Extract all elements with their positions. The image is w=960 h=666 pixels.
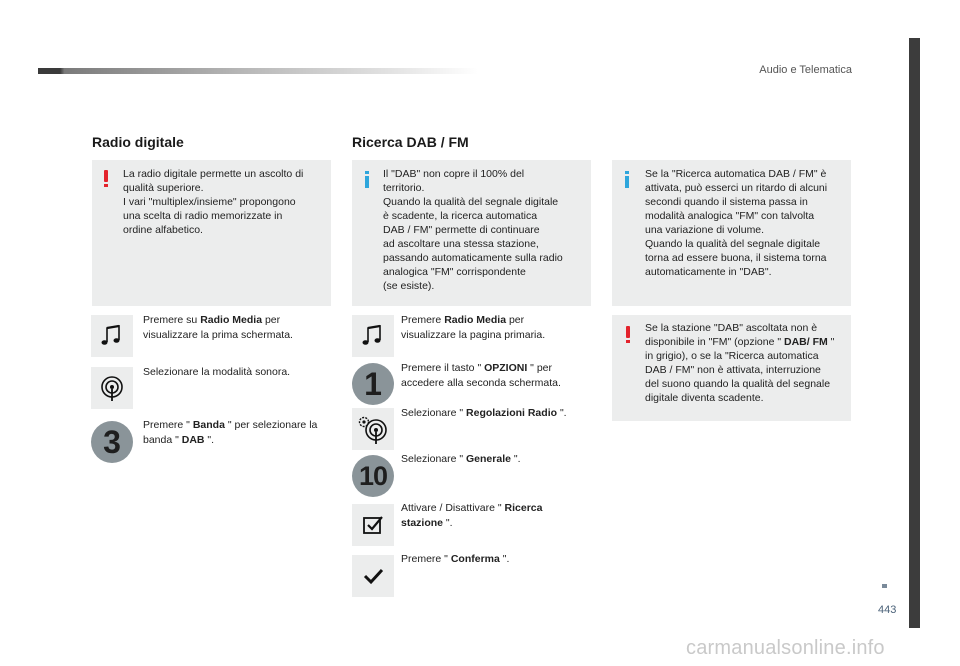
warning-note-radio-digitale [92,160,331,306]
step-number-circle: 1 [352,363,394,405]
radio-settings-icon [352,408,394,450]
step-number-circle: 10 [352,455,394,497]
step-select-band: Premere " Banda " per selezionare la banda " DAB ". [143,419,318,446]
checkbox-icon [352,504,394,546]
step-icon-box [91,315,133,357]
step-toggle-station-search: Attivare / Disattivare " Ricerca stazione ". [401,502,543,529]
step-number-circle: 3 [91,421,133,463]
watermark: carmanualsonline.info [686,637,885,659]
info-icon [625,171,629,188]
step-radio-settings: Selezionare " Regolazioni Radio ". [401,407,567,419]
checkmark-icon [352,555,394,597]
step-icon-box [352,555,394,597]
info-note-auto-search [612,160,851,306]
page-edge-strip [909,38,920,628]
step-icon-box [91,367,133,409]
music-note-icon [91,315,133,357]
step-radio-media-primary: Premere Radio Media per visualizzare la pagina primaria. [401,314,546,341]
step-general: Selezionare " Generale ". [401,453,521,465]
step-options-button: Premere il tasto " OPZIONI " per accedere alla seconda schermata. [401,362,561,389]
step-radio-media: Premere su Radio Media per visualizzare la prima schermata. [143,314,293,341]
header-decorative-bar [38,68,478,74]
note-text: Il "DAB" non copre il 100% del territorio. Quando la qualità del segnale digitale è scadente, la ricerca automatica DAB / FM" permette di continuare ad ascoltare una stessa stazione, passando automaticamente sulla radio analogica "FM" corrispondente (se esiste). [383,168,563,292]
step-confirm: Premere " Conferma ". [401,553,510,565]
radio-signal-icon [91,367,133,409]
warning-icon [626,326,630,343]
step-icon-box [352,504,394,546]
info-icon [365,171,369,188]
warning-icon [104,170,108,187]
note-text: Se la "Ricerca automatica DAB / FM" è attivata, può esserci un ritardo di alcuni secondi quando il sistema passa in modalità analogica "FM" con talvolta una variazione di volume. Quando la qualità del segnale digitale torna ad essere buona, il sistema torna automaticamente in "DAB". [645,168,828,278]
info-note-dab-coverage [352,160,591,306]
warning-note-fm-unavailable [612,315,851,421]
music-note-icon [352,315,394,357]
step-select-sound-mode: Selezionare la modalità sonora. [143,366,291,378]
page-number: 443 [878,604,897,616]
section-heading-radio-digitale: Radio digitale [92,134,184,150]
note-text: La radio digitale permette un ascolto di qualità superiore. I vari "multiplex/insieme" propongono una scelta di radio memorizzate in ordine alfabetico. [123,168,304,236]
page-marker [882,584,887,588]
section-heading-ricerca-dab-fm: Ricerca DAB / FM [352,134,469,150]
header-title: Audio e Telematica [759,64,852,76]
step-icon-box [352,408,394,450]
note-text: Se la stazione "DAB" ascoltata non è disponibile in "FM" (opzione " DAB/ FM " in grigio), o se la "Ricerca automatica DAB / FM" non è attivata, interruzione del suono quando la qualità del segnale digitale diventa scadente. [645,322,835,404]
step-icon-box [352,315,394,357]
